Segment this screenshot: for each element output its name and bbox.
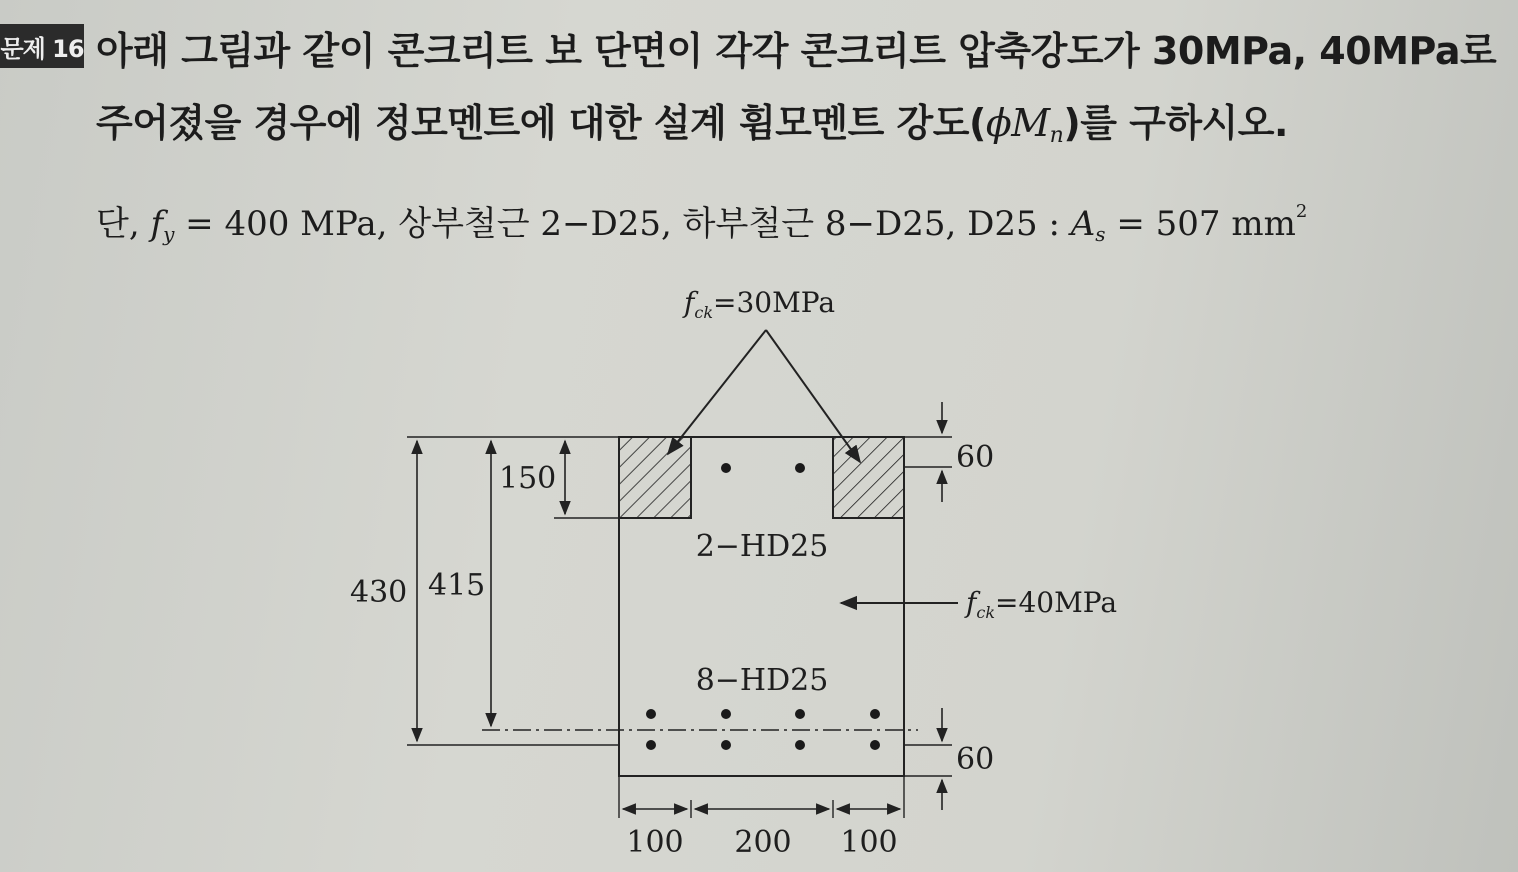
as-value: = 507 mm bbox=[1105, 204, 1296, 244]
leader-to-right-block bbox=[766, 330, 860, 462]
statement-text-a: 주어졌을 경우에 정모멘트에 대한 설계 휨모멘트 강도( bbox=[96, 101, 986, 145]
dim-200-label: 200 bbox=[734, 825, 792, 860]
leader-to-left-block bbox=[668, 330, 766, 454]
bottom-bar-row2-1 bbox=[646, 740, 656, 750]
fck-right-f: f bbox=[966, 586, 977, 619]
fck-top-f: f bbox=[684, 286, 695, 319]
statement-text-b: )를 구하시오. bbox=[1063, 101, 1288, 145]
dim-430-label: 430 bbox=[350, 575, 408, 610]
bottom-bar-row1-4 bbox=[870, 709, 880, 719]
fck-right-label bbox=[964, 586, 1117, 622]
top-bar-1 bbox=[721, 463, 731, 473]
bottom-bar-row2-2 bbox=[721, 740, 731, 750]
dim-100-right-label: 100 bbox=[840, 825, 898, 860]
fy-subscript: y bbox=[163, 222, 175, 246]
bottom-bar-row2-3 bbox=[795, 740, 805, 750]
top-bars-label: 2−HD25 bbox=[695, 529, 829, 564]
bottom-bar-row1-2 bbox=[721, 709, 731, 719]
given-values: = 400 MPa, 상부철근 2−D25, 하부철근 8−D25, D25 : bbox=[174, 204, 1071, 244]
fck-top-value: =30MPa bbox=[713, 286, 836, 319]
dim-415-label: 415 bbox=[428, 568, 486, 603]
fck-top-sub: ck bbox=[694, 303, 714, 322]
dim-60-top-label: 60 bbox=[956, 440, 995, 475]
as-superscript: 2 bbox=[1295, 201, 1308, 222]
bottom-bars-label: 8−HD25 bbox=[695, 663, 829, 698]
fck-top-label bbox=[682, 286, 835, 322]
dim-150-label: 150 bbox=[499, 461, 557, 496]
fck-right-value: =40MPa bbox=[995, 586, 1118, 619]
bottom-bar-row1-1 bbox=[646, 709, 656, 719]
bottom-bar-row2-4 bbox=[870, 740, 880, 750]
fck-right-sub: ck bbox=[976, 603, 996, 622]
problem-number-badge: 문제 16 bbox=[0, 24, 84, 68]
given-prefix: 단, bbox=[96, 204, 151, 244]
problem-statement-line-1: 아래 그림과 같이 콘크리트 보 단면이 각각 콘크리트 압축강도가 30MPa, 40MPa로 bbox=[96, 29, 1497, 73]
bottom-bar-row1-3 bbox=[795, 709, 805, 719]
moment-subscript: n bbox=[1049, 123, 1064, 148]
hatched-block-left bbox=[619, 437, 691, 518]
hatched-block-right bbox=[833, 437, 904, 518]
dim-60-bottom-label: 60 bbox=[956, 742, 995, 777]
as-subscript: s bbox=[1095, 222, 1106, 246]
moment-symbol: M bbox=[1011, 101, 1050, 145]
dim-100-left-label: 100 bbox=[626, 825, 684, 860]
top-bar-2 bbox=[795, 463, 805, 473]
as-symbol: A bbox=[1070, 204, 1096, 244]
phi-symbol: ϕ bbox=[985, 101, 1012, 145]
fy-symbol: f bbox=[150, 204, 164, 244]
